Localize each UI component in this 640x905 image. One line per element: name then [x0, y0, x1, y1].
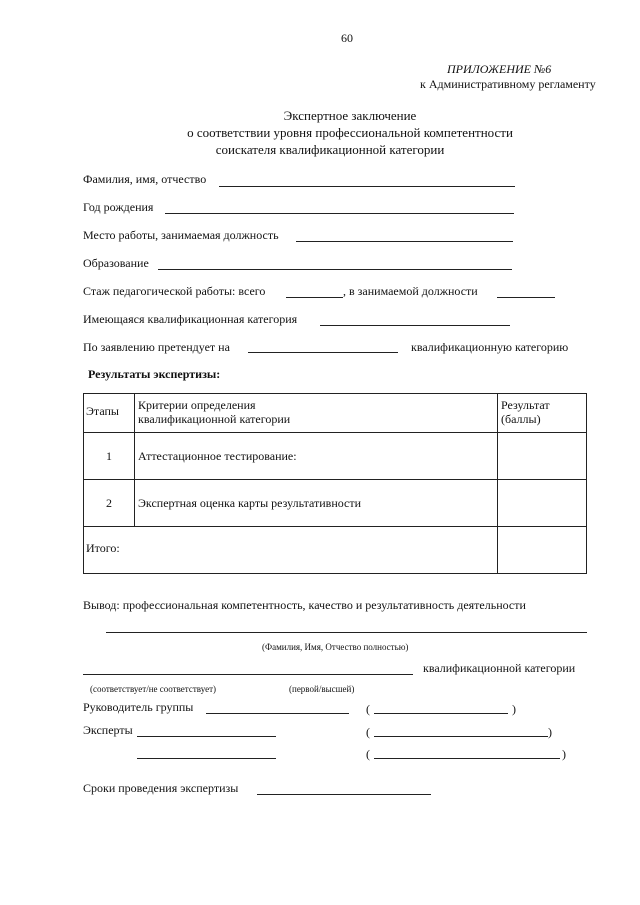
table-header-row: [84, 394, 587, 433]
expert-1-signature-blank[interactable]: [137, 736, 276, 737]
expert-2-close-paren: ): [562, 747, 566, 761]
conclusion-fio-blank[interactable]: [106, 632, 587, 633]
field-label-workplace: Место работы, занимаемая должность: [83, 228, 279, 242]
criterion-cell: [135, 433, 498, 480]
table-row: [84, 433, 587, 480]
birth-year-blank[interactable]: [165, 213, 514, 214]
group-leader-close-paren: ): [512, 702, 516, 716]
conclusion-verdict-blank[interactable]: [83, 674, 413, 675]
experience-position-blank[interactable]: [497, 297, 555, 298]
workplace-blank[interactable]: [296, 241, 513, 242]
header-criteria: [135, 394, 498, 433]
field-label-claims: По заявлению претендует на: [83, 340, 230, 354]
criterion-text: Экспертная оценка карты результативности: [138, 495, 362, 510]
claims-category-blank[interactable]: [248, 352, 398, 353]
header-result-line-1: Результат: [501, 398, 550, 412]
heading-line-3: соискателя квалификационной категории: [215, 142, 445, 157]
correspond-note: (соответствует/не соответствует): [90, 684, 216, 694]
stage-cell: 2: [84, 480, 135, 527]
expert-2-signature-blank[interactable]: [137, 758, 276, 759]
result-cell[interactable]: [498, 433, 587, 480]
table-row: [84, 480, 587, 527]
table-total-row: [84, 527, 587, 574]
results-title: Результаты экспертизы:: [88, 367, 221, 381]
expert-2-name-blank[interactable]: [374, 758, 560, 759]
criterion-cell: [135, 480, 498, 527]
page-number: 60: [341, 31, 353, 45]
group-leader-signature-blank[interactable]: [206, 713, 349, 714]
field-label-education: Образование: [83, 256, 149, 270]
field-label-birth-year: Год рождения: [83, 200, 154, 214]
heading-line-1: Экспертное заключение: [283, 108, 417, 123]
result-cell[interactable]: [498, 480, 587, 527]
field-label-full-name: Фамилия, имя, отчество: [83, 172, 207, 186]
criterion-text: Аттестационное тестирование:: [138, 448, 297, 463]
expert-1-close-paren: ): [548, 725, 552, 739]
header-criteria-line-1: Критерии определения: [138, 398, 256, 412]
expert-2-open-paren: (: [366, 747, 370, 761]
fio-note: (Фамилия, Имя, Отчество полностью): [262, 642, 409, 652]
group-leader-open-paren: (: [366, 702, 370, 716]
header-stages: [84, 394, 135, 433]
category-suffix: квалификационной категории: [423, 661, 576, 675]
conclusion-text: Вывод: профессиональная компетентность, качество и результативность деятельности: [83, 598, 526, 612]
appendix-subtitle: к Административному регламенту: [420, 77, 596, 91]
field-label-experience-total: Стаж педагогической работы: всего: [83, 284, 266, 298]
appendix-title: ПРИЛОЖЕНИЕ №6: [447, 62, 552, 76]
full-name-blank[interactable]: [219, 186, 515, 187]
field-label-experience-position: , в занимаемой должности: [343, 284, 478, 298]
group-leader-label: Руководитель группы: [83, 700, 194, 714]
total-label-cell: [84, 527, 498, 574]
total-label: Итого:: [86, 541, 120, 555]
expert-1-name-blank[interactable]: [374, 736, 548, 737]
group-leader-name-blank[interactable]: [374, 713, 508, 714]
current-category-blank[interactable]: [320, 325, 510, 326]
stage-cell: 1: [84, 433, 135, 480]
deadline-label: Сроки проведения экспертизы: [83, 781, 239, 795]
deadline-blank[interactable]: [257, 794, 431, 795]
header-criteria-line-2: квалификационной категории: [138, 412, 291, 426]
heading-line-2: о соответствии уровня профессиональной компетентности: [187, 125, 513, 140]
experts-label: Эксперты: [83, 723, 133, 737]
experience-total-blank[interactable]: [286, 297, 343, 298]
header-stages-label: Этапы: [86, 404, 119, 418]
education-blank[interactable]: [158, 269, 512, 270]
expert-1-open-paren: (: [366, 725, 370, 739]
results-table: [83, 393, 587, 574]
header-result: [498, 394, 587, 433]
field-label-claims-suffix: квалификационную категорию: [411, 340, 569, 354]
level-note: (первой/высшей): [289, 684, 355, 694]
field-label-current-category: Имеющаяся квалификационная категория: [83, 312, 298, 326]
total-result-cell[interactable]: [498, 527, 587, 574]
header-result-line-2: (баллы): [501, 412, 541, 426]
